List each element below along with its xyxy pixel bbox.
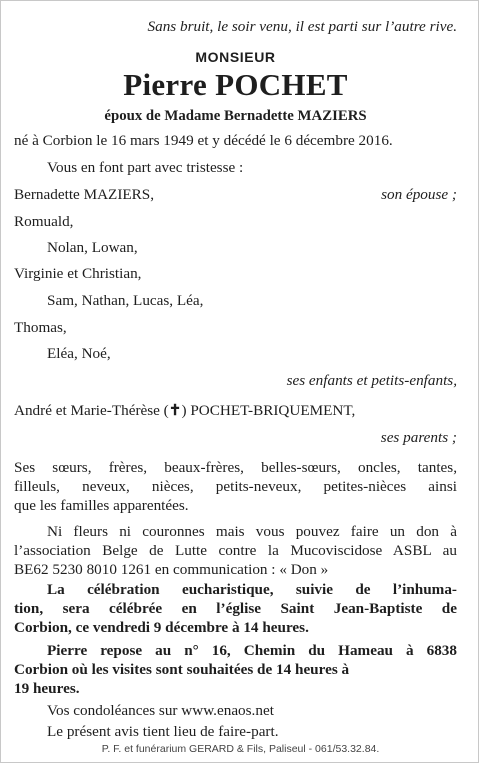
birth-death-line: né à Corbion le 16 mars 1949 et y décédé le 6 décembre 2016.	[14, 132, 393, 149]
child-romuald: Romuald,	[14, 213, 74, 230]
children-role: ses enfants et petits-enfants,	[286, 372, 457, 389]
donation-line-2: l’association Belge de Lutte contre la Mucoviscidose ASBL au	[14, 542, 457, 559]
closing-line: Le présent avis tient lieu de faire-part.	[47, 723, 279, 740]
relatives-line-2: filleuls, neveux, nièces, petits-neveux, petites-nièces ainsi	[14, 478, 457, 495]
parents-role: ses parents ;	[380, 429, 457, 446]
ceremony-line-1: La célébration eucharistique, suivie de l’inhuma-	[47, 581, 457, 598]
ceremony-line-2: tion, sera célébrée en l’église Saint Jean-Baptiste de	[14, 600, 457, 617]
child-thomas: Thomas,	[14, 319, 67, 336]
ceremony-line-3: Corbion, ce vendredi 9 décembre à 14 heures.	[14, 619, 309, 636]
motto: Sans bruit, le soir venu, il est parti sur l’autre rive.	[147, 18, 457, 35]
parents-line	[14, 401, 457, 420]
relatives-line-3: que les familles apparentées.	[14, 497, 189, 514]
wife-role: son épouse ;	[381, 186, 457, 203]
spouse-line: époux de Madame Bernadette MAZIERS	[104, 108, 367, 124]
condolences-line: Vos condoléances sur www.enaos.net	[47, 702, 274, 719]
parents-names-before: André et Marie-Thérèse (	[14, 402, 169, 419]
grandchildren-2: Sam, Nathan, Lucas, Léa,	[47, 292, 204, 309]
visits-line-2: Corbion où les visites sont souhaitées de 14 heures à	[14, 661, 350, 678]
parents-names-after: ) POCHET-BRIQUEMENT,	[181, 402, 356, 419]
wife-name: Bernadette MAZIERS,	[14, 186, 155, 203]
grandchildren-1: Nolan, Lowan,	[47, 239, 138, 256]
deceased-name: Pierre POCHET	[123, 67, 348, 102]
civility: MONSIEUR	[195, 49, 276, 65]
relatives-line-1: Ses sœurs, frères, beaux-frères, belles-sœurs, oncles, tantes,	[14, 459, 457, 476]
funeral-home-footer: P. F. et funérarium GERARD & Fils, Paliseul - 061/53.32.84.	[101, 743, 380, 755]
donation-line-1: Ni fleurs ni couronnes mais vous pouvez faire un don à	[47, 523, 457, 540]
visits-line-1: Pierre repose au n° 16, Chemin du Hameau à 6838	[47, 642, 457, 659]
visits-line-3: 19 heures.	[14, 680, 80, 697]
cross-icon: ✝	[168, 402, 182, 419]
intro-line: Vous en font part avec tristesse :	[47, 159, 244, 176]
donation-line-3: BE62 5230 8010 1261 en communication : « Don »	[14, 561, 329, 578]
grandchildren-3: Eléa, Noé,	[47, 345, 111, 362]
child-virginie: Virginie et Christian,	[14, 265, 142, 282]
